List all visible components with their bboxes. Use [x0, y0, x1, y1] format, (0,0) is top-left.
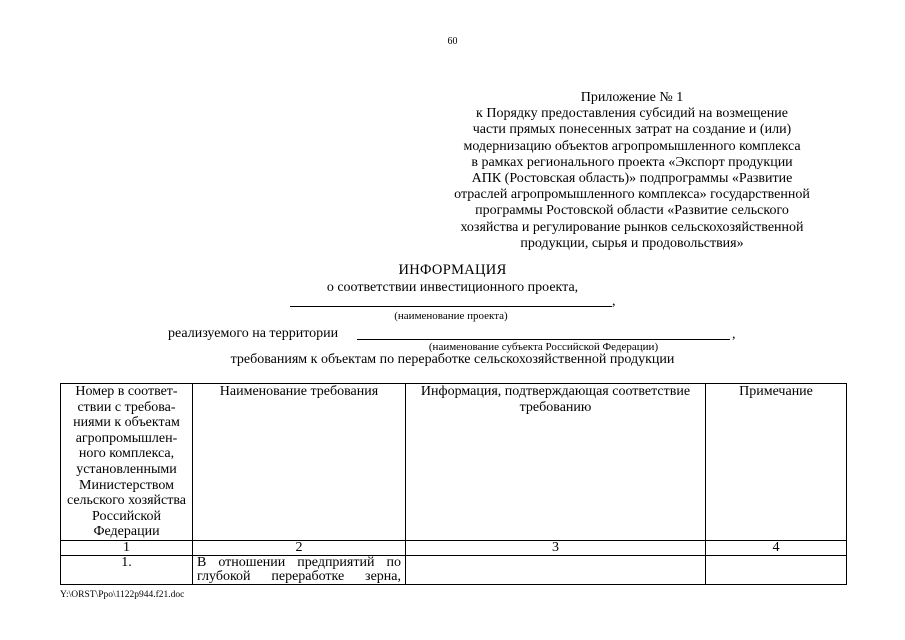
- appendix-line: к Порядку предоставления субсидий на возмещение: [476, 106, 788, 122]
- project-name-comma: ,: [612, 294, 616, 309]
- header-confirmation-info: Информация, подтверждающая соответствие требованию: [406, 384, 706, 541]
- appendix-line: модернизацию объектов агропромышленного комплекса: [463, 138, 801, 154]
- header-text-line: Федерации: [93, 524, 160, 540]
- appendix-line: хозяйства и регулирование рынков сельскохозяйственной: [460, 219, 804, 235]
- header-text-line: Номер в соответ-: [75, 384, 178, 399]
- header-text-line: агропромышлен-: [75, 430, 178, 446]
- project-name-caption: (наименование проекта): [394, 310, 508, 322]
- appendix-line: в рамках регионального проекта «Экспорт продукции: [471, 154, 793, 170]
- appendix-line: отраслей агропромышленного комплекса» государственной: [454, 187, 810, 203]
- requirement-line: глубокой переработке зерна,: [197, 569, 401, 584]
- appendix-line: АПК (Ростовская область)» подпрограммы «Развитие: [471, 171, 793, 187]
- appendix-line: Приложение № 1: [580, 90, 684, 105]
- header-note: Примечание: [706, 384, 847, 541]
- column-number: 1: [61, 541, 193, 556]
- column-number-row: [61, 541, 847, 556]
- table-row: [61, 556, 847, 585]
- file-path-footer: Y:\ORST\Ppo\1122p944.f21.doc: [60, 590, 185, 600]
- subject-name-caption: (наименование субъекта Российской Федерации): [428, 341, 659, 353]
- document-subtitle: о соответствии инвестиционного проекта,: [326, 280, 579, 295]
- requirements-line: требованиям к объектам по переработке сельскохозяйственной продукции: [230, 352, 675, 367]
- page-number: 60: [447, 36, 458, 47]
- header-number-cell: [61, 384, 193, 541]
- row-number: 1.: [61, 556, 193, 585]
- header-text-line: сельского хозяйства: [66, 493, 187, 509]
- appendix-line: части прямых понесенных затрат на создание и (или): [472, 122, 792, 138]
- header-text-line: установленными: [76, 461, 177, 477]
- appendix-header: [420, 90, 844, 252]
- document-title: ИНФОРМАЦИЯ: [398, 262, 507, 278]
- column-number: 4: [706, 541, 847, 556]
- row-requirement: [193, 556, 406, 585]
- subject-name-comma: ,: [732, 327, 736, 342]
- row-confirmation: [406, 556, 706, 585]
- table-header-row: [61, 384, 847, 541]
- project-name-blank: [290, 306, 612, 307]
- subject-name-blank: [357, 339, 730, 340]
- column-number: 3: [406, 541, 706, 556]
- header-text-line: Российской: [92, 508, 161, 524]
- territory-label: реализуемого на территории: [168, 326, 339, 341]
- header-text-line: Министерством: [79, 477, 174, 493]
- appendix-line: программы Ростовской области «Развитие сельского: [475, 203, 789, 219]
- requirement-line: В отношении предприятий по: [197, 555, 401, 570]
- header-requirement-name: Наименование требования: [193, 384, 406, 541]
- column-number: 2: [193, 541, 406, 556]
- header-text-line: ствии с требова-: [77, 399, 176, 415]
- header-text-line: ниями к объектам: [73, 415, 180, 431]
- header-text-line: ного комплекса,: [78, 446, 175, 462]
- row-note: [706, 556, 847, 585]
- requirements-table: [60, 383, 847, 585]
- appendix-line: продукции, сырья и продовольствия»: [520, 235, 744, 251]
